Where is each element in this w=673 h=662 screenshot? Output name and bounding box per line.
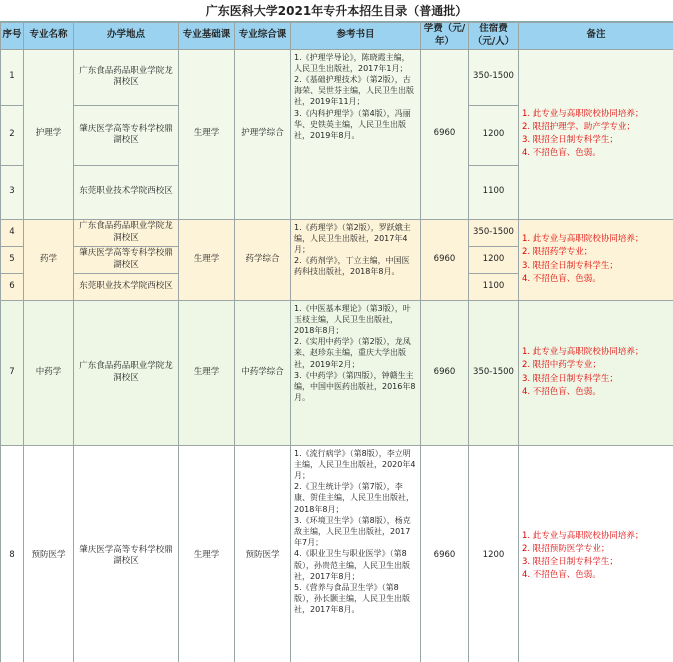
- book-item: 2.《药剂学》，丁立主编，中国医药科技出版社，2018年8月。: [294, 256, 410, 277]
- dorm-cell: 1100: [469, 165, 519, 219]
- remarks-cell: [519, 49, 673, 219]
- book-item: 2.《卫生统计学》（第7版），李康、贺佳主编，人民卫生出版社，2018年8月；: [294, 482, 414, 514]
- location-cell: 东莞职业技术学院西校区: [74, 273, 179, 300]
- remark-item: 4. 不招色盲、色弱。: [522, 273, 601, 284]
- remark-item: 2. 限招护理学、助产学专业；: [522, 121, 635, 132]
- basic-course-cell: 生理学: [179, 300, 235, 445]
- remark-item: 2. 限招药学专业；: [522, 247, 593, 258]
- remarks-cell: [519, 300, 673, 445]
- remark-item: 3. 限招全日制专科学生；: [522, 135, 618, 146]
- table-row: [1, 219, 673, 246]
- remark-item: 2. 限招中药学专业；: [522, 360, 601, 371]
- tuition-cell: 6960: [421, 49, 469, 219]
- basic-course-cell: 生理学: [179, 49, 235, 219]
- header-seq: 序号: [1, 23, 24, 50]
- dorm-cell: 350-1500: [469, 219, 519, 246]
- remarks-cell: [519, 445, 673, 662]
- dorm-cell: 1200: [469, 445, 519, 662]
- seq-cell: 8: [1, 445, 24, 662]
- comprehensive-course-cell: 中药学综合: [235, 300, 291, 445]
- table-row: [1, 300, 673, 445]
- seq-cell: 4: [1, 219, 24, 246]
- book-item: 5.《营养与食品卫生学》（第8版），孙长颢主编，人民卫生出版社，2017年8月。: [294, 582, 410, 615]
- seq-cell: 7: [1, 300, 24, 445]
- book-item: 1.《药理学》（第2版），罗跃娥主编，人民卫生出版社，2017年4月；: [294, 222, 411, 254]
- comprehensive-course-cell: 护理学综合: [235, 49, 291, 219]
- header-dorm: 住宿费（元/人）: [469, 23, 519, 50]
- remark-item: 1. 此专业与高职院校协同培养；: [522, 530, 644, 541]
- location-cell: 广东食品药品职业学院龙洞校区: [74, 219, 179, 246]
- book-item: 3.《内科护理学》（第4版），冯丽华、史铁英主编，人民卫生出版社，2019年8月。: [294, 108, 411, 140]
- book-item: 1.《护理学导论》，陈晓霞主编，人民卫生出版社，2017年1月；: [294, 52, 410, 73]
- header-tuition: 学费（元/年）: [421, 23, 469, 50]
- header-books: 参考书目: [291, 23, 421, 50]
- book-item: 2.《实用中药学》（第2版），龙凤来、赵珍东主编，重庆大学出版社，2019年2月；: [294, 337, 411, 369]
- seq-cell: 2: [1, 105, 24, 165]
- header-row: [1, 23, 673, 50]
- book-item: 1.《中医基本理论》（第3版），叶玉枝主编，人民卫生出版社，2018年8月；: [294, 303, 411, 335]
- location-cell: 肇庆医学高等专科学校鼎湖校区: [74, 105, 179, 165]
- basic-course-cell: 生理学: [179, 219, 235, 300]
- book-item: 1.《流行病学》（第8版），李立明主编，人民卫生出版社，2020年4月；: [294, 448, 416, 480]
- remark-item: 3. 限招全日制专科学生；: [522, 373, 618, 384]
- dorm-cell: 1100: [469, 273, 519, 300]
- comprehensive-course-cell: 预防医学: [235, 445, 291, 662]
- books-cell: [291, 219, 421, 300]
- remark-item: 1. 此专业与高职院校协同培养；: [522, 234, 644, 245]
- basic-course-cell: 生理学: [179, 445, 235, 662]
- tuition-cell: 6960: [421, 445, 469, 662]
- major-cell: 护理学: [24, 49, 74, 219]
- book-item: 2.《基础护理技术》（第2版），古海荣、吴世芬主编，人民卫生出版社，2019年11月；: [294, 75, 414, 107]
- header-location: 办学地点: [74, 23, 179, 50]
- remark-item: 2. 限招预防医学专业；: [522, 543, 610, 554]
- major-cell: 中药学: [24, 300, 74, 445]
- books-cell: [291, 300, 421, 445]
- seq-cell: 5: [1, 246, 24, 273]
- seq-cell: 6: [1, 273, 24, 300]
- remarks-cell: [519, 219, 673, 300]
- remark-item: 3. 限招全日制专科学生；: [522, 557, 618, 568]
- location-cell: 广东食品药品职业学院龙洞校区: [74, 49, 179, 105]
- dorm-cell: 1200: [469, 105, 519, 165]
- location-cell: 广东食品药品职业学院龙洞校区: [74, 300, 179, 445]
- remark-item: 4. 不招色盲、色弱。: [522, 148, 601, 159]
- major-cell: 药学: [24, 219, 74, 300]
- dorm-cell: 350-1500: [469, 49, 519, 105]
- remark-item: 1. 此专业与高职院校协同培养；: [522, 347, 644, 358]
- header-remarks: 备注: [519, 23, 673, 50]
- header-comprehensive: 专业综合课: [235, 23, 291, 50]
- header-basic: 专业基础课: [179, 23, 235, 50]
- location-cell: 东莞职业技术学院西校区: [74, 165, 179, 219]
- seq-cell: 1: [1, 49, 24, 105]
- tuition-cell: 6960: [421, 219, 469, 300]
- remark-item: 4. 不招色盲、色弱。: [522, 386, 601, 397]
- catalog-table: [0, 22, 673, 662]
- location-cell: 肇庆医学高等专科学校鼎湖校区: [74, 246, 179, 273]
- table-row: [1, 49, 673, 105]
- page-title: 广东医科大学2021年专升本招生目录（普通批）: [0, 0, 673, 22]
- seq-cell: 3: [1, 165, 24, 219]
- book-item: 3.《环境卫生学》（第8版），杨克敌主编，人民卫生出版社，2017年7月；: [294, 515, 411, 548]
- remark-item: 3. 限招全日制专科学生；: [522, 260, 618, 271]
- tuition-cell: 6960: [421, 300, 469, 445]
- dorm-cell: 350-1500: [469, 300, 519, 445]
- dorm-cell: 1200: [469, 246, 519, 273]
- book-item: 3.《中药学》（第四版），钟赣生主编，中国中医药出版社，2016年8月。: [294, 370, 416, 403]
- major-cell: 预防医学: [24, 445, 74, 662]
- location-cell: 肇庆医学高等专科学校鼎湖校区: [74, 445, 179, 662]
- remark-item: 4. 不招色盲、色弱。: [522, 570, 601, 581]
- book-item: 4.《职业卫生与职业医学》（第8版），孙贵范主编，人民卫生出版社，2017年8月；: [294, 549, 410, 581]
- table-row: [1, 445, 673, 662]
- remark-item: 1. 此专业与高职院校协同培养；: [522, 108, 644, 119]
- header-major: 专业名称: [24, 23, 74, 50]
- books-cell: [291, 49, 421, 219]
- comprehensive-course-cell: 药学综合: [235, 219, 291, 300]
- books-cell: [291, 445, 421, 662]
